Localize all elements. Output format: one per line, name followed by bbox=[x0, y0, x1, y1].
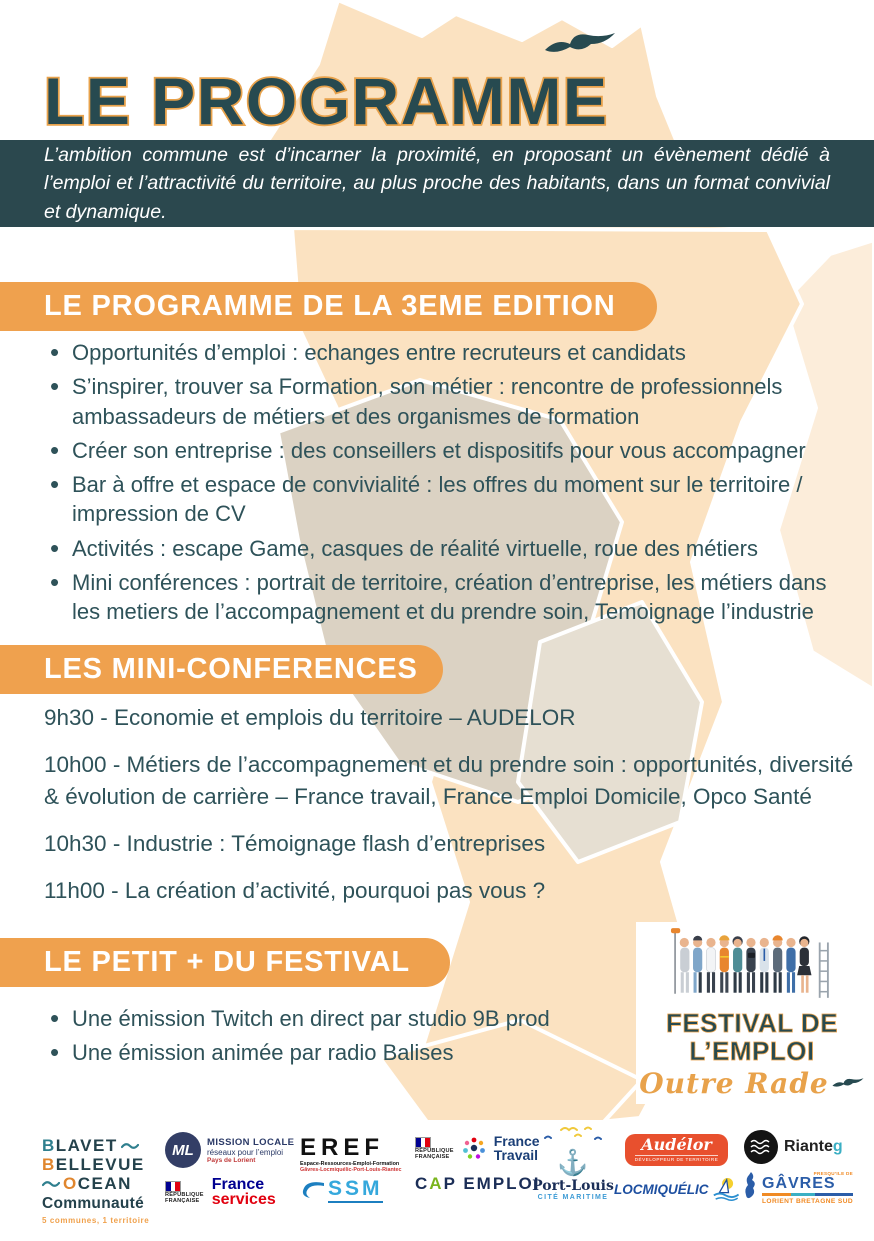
section-header-edition bbox=[0, 282, 657, 331]
anchor-icon: ⚓ bbox=[557, 1149, 589, 1177]
festival-logo-title-line2: L’EMPLOI bbox=[689, 1036, 815, 1067]
wave-icon bbox=[121, 1142, 139, 1150]
list-item: • Une émission animée par radio Balises bbox=[44, 1038, 604, 1067]
section-header-petit-plus-label: LE PETIT + DU FESTIVAL bbox=[44, 946, 410, 978]
list-item: • Opportunités d’emploi : echanges entre recruteurs et candidats bbox=[44, 338, 844, 367]
schedule-item: 11h00 - La création d’activité, pourquoi pas vous ? bbox=[44, 877, 546, 903]
stripes-divider bbox=[762, 1193, 853, 1196]
section-header-petit-plus bbox=[0, 938, 450, 987]
birds-icon bbox=[541, 1124, 605, 1146]
svg-text:LE PROGRAMME: LE PROGRAMME bbox=[44, 64, 609, 138]
logo-port-louis: ⚓ Port-Louis CITÉ MARITIME bbox=[530, 1124, 616, 1201]
intro-banner bbox=[0, 140, 874, 227]
france-travail-dots-icon bbox=[460, 1134, 488, 1162]
logo-mission-locale: ML MISSION LOCALE réseaux pour l’emploi Pays de Lorient RÉPUBLIQUE FRANÇAISE France services bbox=[165, 1132, 310, 1207]
logo-france-services: RÉPUBLIQUE FRANÇAISE France services bbox=[165, 1176, 276, 1209]
waves-icon bbox=[750, 1138, 772, 1156]
festival-logo-title-line1: FESTIVAL DE bbox=[665, 1008, 839, 1038]
list-item: • Mini conférences : portrait de territoire, création d’entreprise, les métiers dans les metiers de l’accompagnement et du prendre soin, Temoignage l’industrie bbox=[44, 568, 844, 627]
logo-locmiquelic: LOCMIQUÉLIC bbox=[614, 1175, 739, 1203]
peninsula-icon bbox=[744, 1171, 758, 1201]
list-item: • Activités : escape Game, casques de réalité virtuelle, roue des métiers bbox=[44, 534, 844, 563]
schedule-item: 10h30 - Industrie : Témoignage flash d’entreprises bbox=[44, 830, 546, 856]
logo-riantec: Rianteg PRESQU’ILE DE GÂVRES LORIENT BRETAGNE SUD bbox=[744, 1130, 870, 1205]
logo-audelor: Audélor DÉVELOPPEUR DE TERRITOIRE LOCMIQUÉLIC bbox=[614, 1134, 739, 1203]
logo-ssm: SSM bbox=[300, 1177, 412, 1203]
seagull-icon bbox=[543, 28, 617, 64]
schedule-item: 10h00 - Métiers de l’accompagnement et du prendre soin : opportunités, diversité & évolution de carrière – France travail, France Emploi Domicile, Opco Santé bbox=[44, 751, 854, 809]
page-title bbox=[38, 52, 658, 144]
logo-france-travail: RÉPUBLIQUE FRANÇAISE France Travail CAP EMPLOI bbox=[415, 1134, 565, 1194]
intro-text: L’ambition commune est d’incarner la proximité, en proposant un évènement dédié à l’emploi et l’attractivité du territoire, au plus proche des habitants, dans un format convivial et dynamique. bbox=[44, 144, 830, 223]
edition-bullet-list bbox=[44, 338, 844, 631]
petit-plus-bullet-list bbox=[44, 1004, 604, 1073]
festival-logo bbox=[636, 922, 868, 1104]
festival-people-illustration bbox=[668, 924, 836, 1004]
logo-republique-francaise: RÉPUBLIQUE FRANÇAISE bbox=[415, 1137, 454, 1160]
section-header-conferences-label: LES MINI-CONFERENCES bbox=[44, 653, 418, 685]
logo-republique-francaise: RÉPUBLIQUE FRANÇAISE bbox=[165, 1181, 204, 1204]
section-header-conferences bbox=[0, 645, 443, 694]
mission-locale-monogram: ML bbox=[165, 1132, 201, 1168]
list-item: • Bar à offre et espace de convivialité : les offres du moment sur le territoire / impression de CV bbox=[44, 470, 844, 529]
section-header-edition-label: LE PROGRAMME DE LA 3EME EDITION bbox=[44, 290, 616, 322]
sailboat-icon bbox=[712, 1175, 740, 1203]
partner-logos-row bbox=[0, 1120, 874, 1241]
french-flag-icon bbox=[165, 1181, 181, 1192]
schedule-item: 9h30 - Economie et emplois du territoire – AUDELOR bbox=[44, 705, 576, 730]
french-flag-icon bbox=[415, 1137, 431, 1148]
list-item: • S’inspirer, trouver sa Formation, son métier : rencontre de professionnels ambassadeurs de métiers et des organismes de formation bbox=[44, 372, 844, 431]
logo-gavres: PRESQU’ILE DE GÂVRES LORIENT BRETAGNE SUD bbox=[744, 1171, 870, 1205]
logo-eref: EREF Espace-Ressources-Emploi-Formation Gâvres-Locmiquélic-Port-Louis-Riantec SSM bbox=[300, 1136, 412, 1203]
wave-icon bbox=[42, 1180, 60, 1188]
logo-cap-emploi: CAP EMPLOI bbox=[415, 1173, 541, 1193]
seagull-icon bbox=[831, 1076, 865, 1092]
list-item: • Une émission Twitch en direct par studio 9B prod bbox=[44, 1004, 604, 1033]
wave-icon bbox=[300, 1180, 326, 1200]
list-item: • Créer son entreprise : des conseillers et dispositifs pour vous accompagner bbox=[44, 436, 844, 465]
logo-blavet-bellevue-ocean: BLAVET BELLEVUE OCEAN Communauté 5 communes, 1 territoire bbox=[42, 1136, 150, 1226]
festival-logo-script: Outre Rade bbox=[639, 1067, 829, 1101]
conference-schedule bbox=[44, 702, 854, 922]
